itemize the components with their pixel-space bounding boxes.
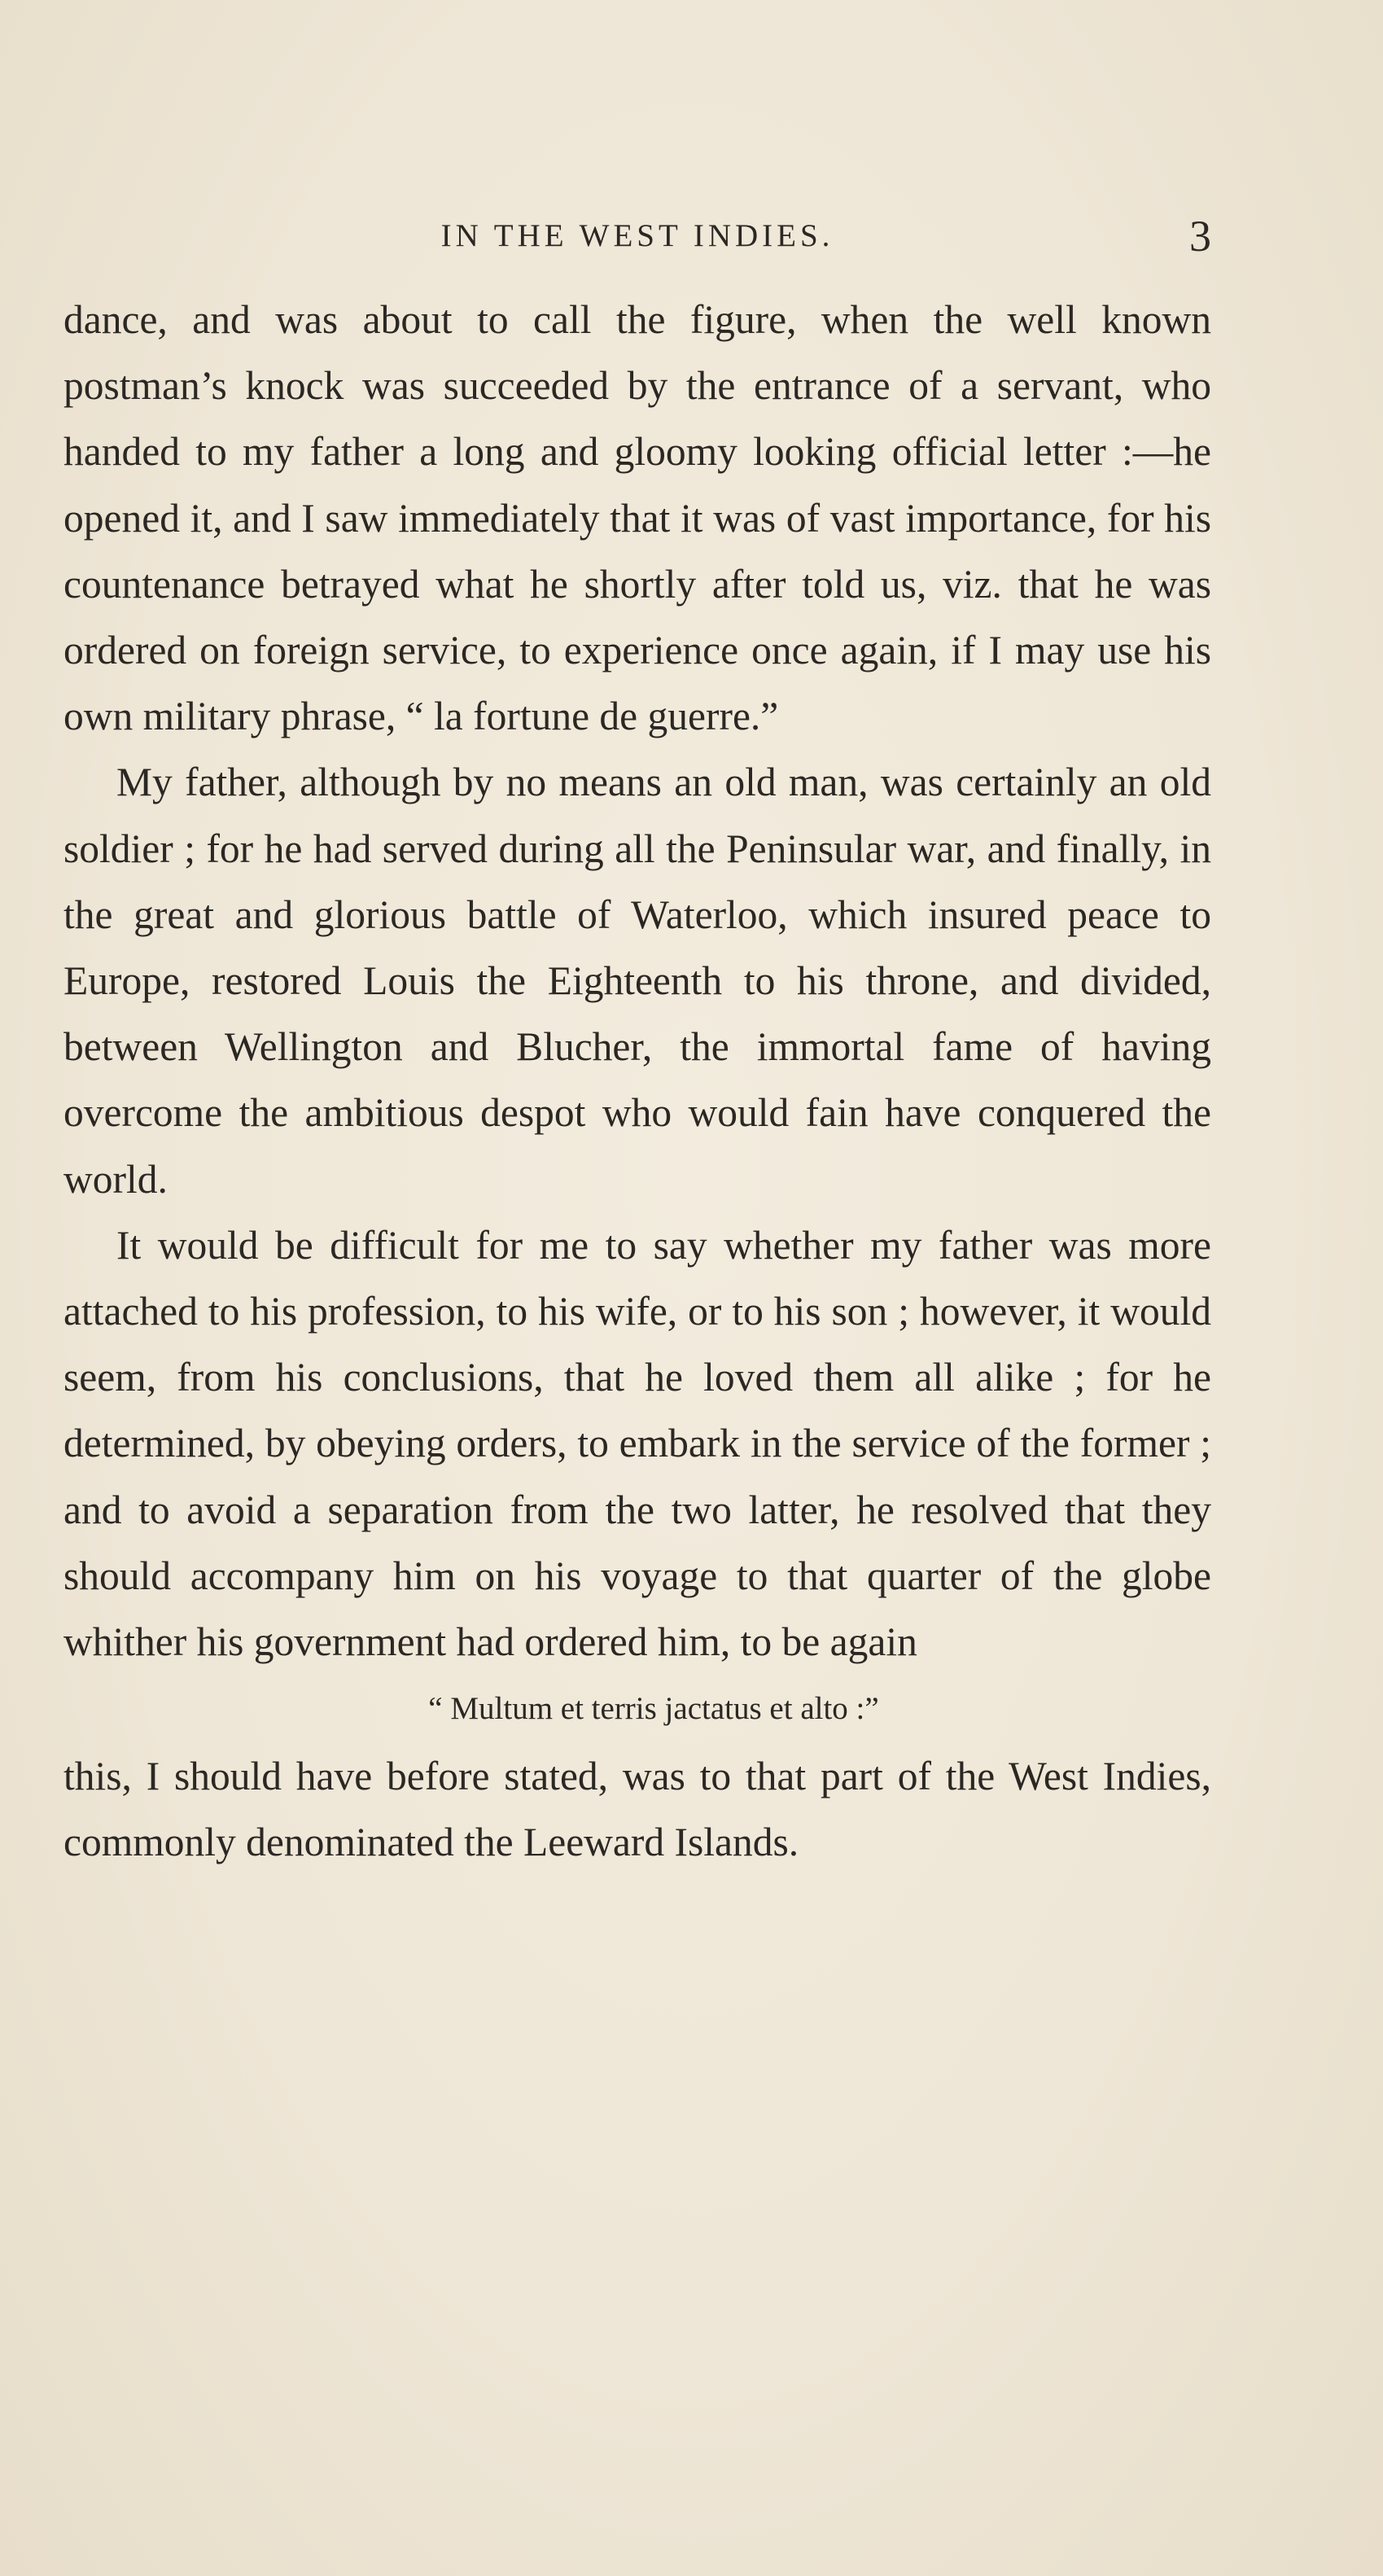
body-text	[63, 287, 1211, 1876]
paragraph-4: this, I should have before stated, was to that part of the West Indies, commonly denominated the Leeward Islands.	[63, 1754, 1211, 1865]
page-number: 3	[1189, 212, 1211, 261]
paragraph-3: It would be difficult for me to say whether my father was more attached to his profession, to his wife, or to his son ; however, it would seem, from his conclusions, that he loved them all alike ; for he determined, by obeying orders, to embark in the service of the former ; and to avoid a separation from the two latter, he resolved that they should accompany him on his voyage to that quarter of the globe whither his government had ordered him, to be again	[63, 1222, 1211, 1665]
running-title: IN THE WEST INDIES.	[440, 218, 834, 253]
paragraph-1: dance, and was about to call the figure, when the well known postman’s knock was succeeded by the entrance of a servant, who handed to my father a long and gloomy looking official letter :—he opened it, and I saw immediately that it was of vast importance, for his countenance betrayed what he shortly after told us, viz. that he was ordered on foreign service, to experience once again, if I may use his own military phrase, “ la fortune de guerre.”	[63, 297, 1211, 739]
page-header	[63, 208, 1211, 265]
latin-quotation: “ Multum et terris jactatus et alto :”	[428, 1691, 879, 1727]
paragraph-2: My father, although by no means an old man, was certainly an old soldier ; for he had served during all the Peninsular war, and finally, in the great and glorious battle of Waterloo, which insured peace to Europe, restored Louis the Eighteenth to his throne, and divided, between Wellington and Blucher, the immortal fame of having overcome the ambitious despot who would fain have conquered the world.	[63, 760, 1211, 1202]
